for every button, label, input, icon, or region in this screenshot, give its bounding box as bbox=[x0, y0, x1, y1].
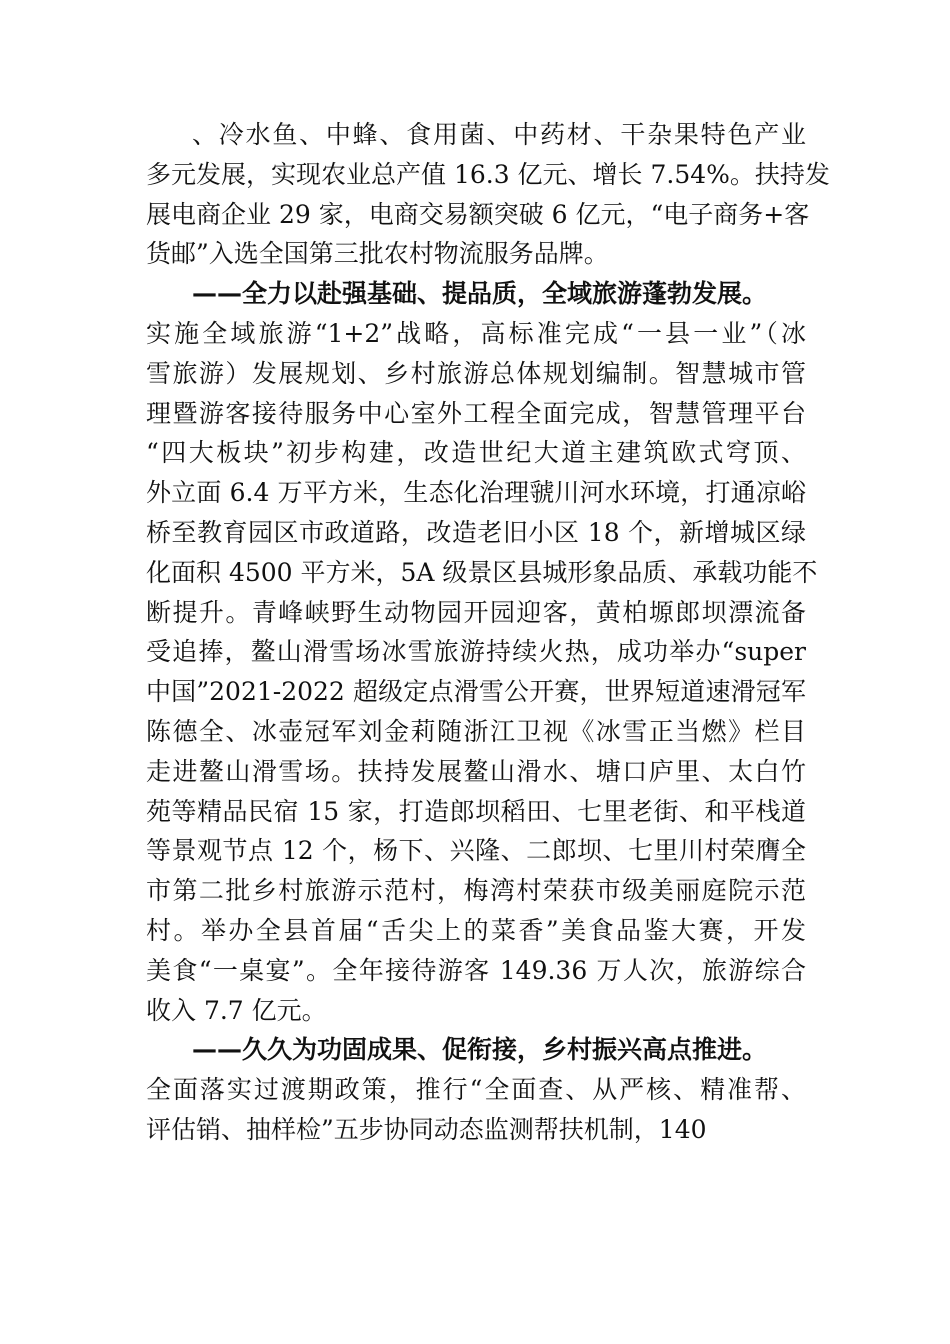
text-line: “四大板块”初步构建，改造世纪大道主建筑欧式穹顶、 bbox=[146, 438, 806, 468]
text-line: 多元发展，实现农业总产值 16.3 亿元、增长 7.54%。扶持发 bbox=[146, 159, 830, 189]
text-line: 全面落实过渡期政策，推行“全面查、从严核、精准帮、 bbox=[146, 1075, 806, 1105]
paragraph-tourism bbox=[146, 314, 818, 1030]
text-line: 苑等精品民宿 15 家，打造郎坝稻田、七里老街、和平栈道 bbox=[146, 796, 806, 826]
text-line: 美食“一桌宴”。全年接待游客 149.36 万人次，旅游综合 bbox=[146, 955, 806, 985]
text-line: 陈德全、冰壶冠军刘金莉随浙江卫视《冰雪正当燃》栏目 bbox=[146, 716, 806, 746]
text-line: 走进鳌山滑雪场。扶持发展鳌山滑水、塘口庐里、太白竹 bbox=[146, 756, 806, 786]
section-heading-revitalization: ——久久为功固成果、促衔接，乡村振兴高点推进。 bbox=[192, 1035, 768, 1065]
text-line: 雪旅游）发展规划、乡村旅游总体规划编制。智慧城市管 bbox=[146, 358, 806, 388]
text-line: 实施全域旅游“1+2”战略，高标准完成“一县一业”（冰 bbox=[146, 318, 806, 348]
text-line: 受追捧，鳌山滑雪场冰雪旅游持续火热，成功举办“super bbox=[146, 637, 806, 667]
text-line: 、冷水鱼、中蜂、食用菌、中药材、干杂果特色产业 bbox=[192, 120, 806, 149]
paragraph-agriculture bbox=[146, 115, 830, 274]
paragraph-revitalization bbox=[146, 1070, 806, 1150]
text-line: 货邮”入选全国第三批农村物流服务品牌。 bbox=[146, 239, 609, 269]
text-line: 展电商企业 29 家，电商交易额突破 6 亿元，“电子商务+客 bbox=[146, 199, 810, 229]
text-line: 评估销、抽样检”五步协同动态监测帮扶机制，140 bbox=[146, 1114, 707, 1144]
text-line: 等景观节点 12 个，杨下、兴隆、二郎坝、七里川村荣膺全 bbox=[146, 836, 806, 866]
document-body bbox=[146, 115, 830, 1150]
text-line: 市第二批乡村旅游示范村，梅湾村荣获市级美丽庭院示范 bbox=[146, 876, 806, 906]
section-heading-tourism: ——全力以赴强基础、提品质，全域旅游蓬勃发展。 bbox=[192, 279, 768, 309]
text-line: 外立面 6.4 万平方米，生态化治理虢川河水环境，打通凉峪 bbox=[146, 478, 806, 508]
text-line: 桥至教育园区市政道路，改造老旧小区 18 个，新增城区绿 bbox=[146, 517, 806, 547]
text-line: 断提升。青峰峡野生动物园开园迎客，黄柏塬郎坝漂流备 bbox=[146, 597, 806, 627]
text-line: 收入 7.7 亿元。 bbox=[146, 995, 327, 1025]
text-line: 村。举办全县首届“舌尖上的菜香”美食品鉴大赛，开发 bbox=[146, 915, 806, 945]
text-line: 理暨游客接待服务中心室外工程全面完成，智慧管理平台 bbox=[146, 398, 806, 428]
text-line: 中国”2021-2022 超级定点滑雪公开赛，世界短道速滑冠军 bbox=[146, 677, 806, 707]
text-line: 化面积 4500 平方米，5A 级景区县城形象品质、承载功能不 bbox=[146, 557, 818, 587]
